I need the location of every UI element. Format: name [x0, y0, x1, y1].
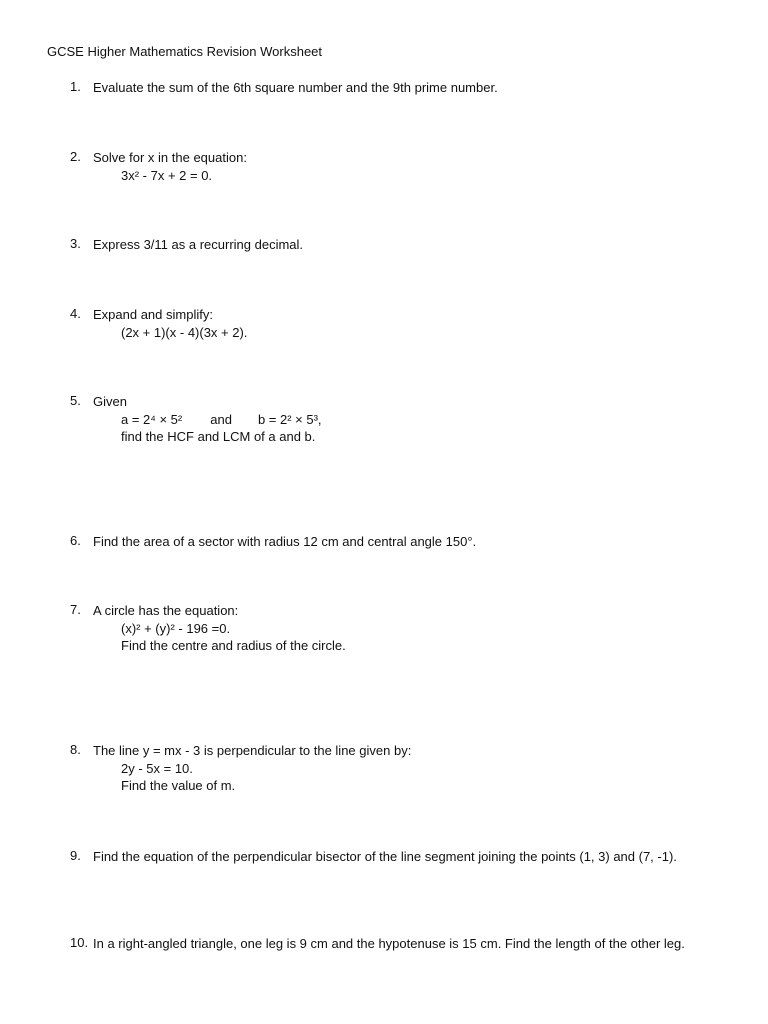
question-number: 7. — [70, 602, 81, 617]
question-text-block — [93, 533, 723, 551]
question-text-block — [93, 935, 721, 953]
question-text: Given — [93, 394, 127, 409]
question-text-block — [93, 602, 723, 655]
question-text: Evaluate the sum of the 6th square number and the 9th prime number. — [93, 80, 498, 95]
question-text-block — [93, 306, 723, 341]
question-text: Find the equation of the perpendicular bisector of the line segment joining the points (1, 3) and (7, -1). — [93, 849, 677, 864]
question-number: 3. — [70, 236, 81, 251]
question-number: 10. — [70, 935, 89, 950]
question-text: The line y = mx - 3 is perpendicular to the line given by: — [93, 743, 412, 758]
instruction-line: Find the centre and radius of the circle. — [121, 638, 346, 653]
given-and: and — [210, 411, 232, 427]
question-text: Find the area of a sector with radius 12 cm and central angle 150°. — [93, 534, 477, 549]
question-text: In a right-angled triangle, one leg is 9 cm and the hypotenuse is 15 cm. Find the length of the other leg. — [93, 936, 685, 951]
question-number: 9. — [70, 848, 81, 863]
equation-line: 2y - 5x = 10. — [121, 760, 193, 776]
question-number: 8. — [70, 742, 81, 757]
question-number: 6. — [70, 533, 81, 548]
expression-line: (2x + 1)(x - 4)(3x + 2). — [121, 324, 248, 340]
question-text-block — [93, 79, 723, 97]
instruction-line: Find the value of m. — [121, 778, 236, 793]
question-text: Expand and simplify: — [93, 307, 213, 322]
given-b: b = 2² × 5³, — [257, 411, 322, 427]
equation-line: (x)² + (y)² - 196 =0. — [121, 620, 231, 636]
question-text-block — [93, 848, 721, 866]
question-text-block — [93, 236, 723, 254]
question-number: 4. — [70, 306, 81, 321]
question-text: A circle has the equation: — [93, 603, 239, 618]
question-text: Solve for x in the equation: — [93, 150, 247, 165]
question-text: Express 3/11 as a recurring decimal. — [93, 237, 304, 252]
question-text-block — [93, 393, 723, 446]
question-text-block — [93, 149, 723, 184]
question-text-block — [93, 742, 723, 795]
given-values-line — [121, 411, 723, 429]
equation-line: 3x² - 7x + 2 = 0. — [121, 167, 213, 183]
worksheet-title: GCSE Higher Mathematics Revision Worksheet — [47, 44, 323, 59]
given-a: a = 2⁴ × 5² — [121, 411, 183, 427]
instruction-line: find the HCF and LCM of a and b. — [121, 429, 316, 444]
question-number: 5. — [70, 393, 81, 408]
question-number: 1. — [70, 79, 81, 94]
question-number: 2. — [70, 149, 81, 164]
